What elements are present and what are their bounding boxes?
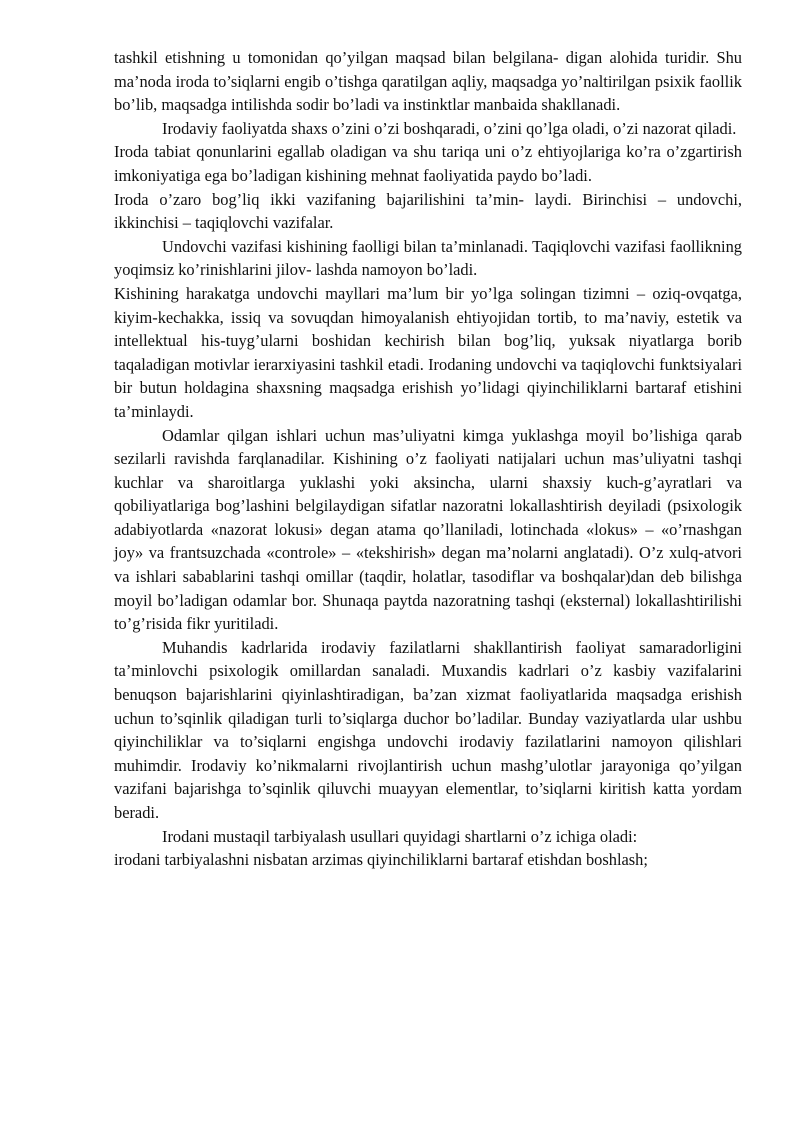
paragraph-10: irodani tarbiyalashni nisbatan arzimas qiyinchiliklarni bartaraf etishdan boshlash; xyxy=(114,850,648,870)
paragraph-1: tashkil etishning u tomonidan qo’yilgan maqsad bilan belgilana- digan alohida turidir. Shu ma’noda iroda to’siqlarni engib o’tishga qaratilgan aqliy, maqsadga yo’naltirilgan psixik faollik bo’lib, maqsadga intilishda sodir bo’ladi va instinktlar manbaida shakllanadi. xyxy=(114,48,742,115)
paragraph-2: Irodaviy faoliyatda shaxs o’zini o’zi boshqaradi, o’zini qo’lga oladi, o’zi nazorat qiladi. xyxy=(162,118,737,138)
paragraph-5: Undovchi vazifasi kishining faolligi bilan ta’minlanadi. Taqiqlovchi vazifasi faollikning yoqimsiz ko’rinishlarini jilov- lashda namoyon bo’ladi. xyxy=(114,236,742,280)
paragraph-8: Muhandis kadrlarida irodaviy fazilatlarni shakllantirish faoliyat samaradorligini ta’minlovchi psixologik omillardan sanaladi. Muxandis kadrlari o’z kasbiy vazifalarini benuqson bajarishlarini qiyinlashtiradigan, ba’zan xizmat faoliyatlarida maqsadga erishish uchun to’sqinlik qiladigan turli to’siqlarga duchor bo’ladilar. Bunday vaziyatlarda ular ushbu qiyinchiliklar va to’siqlarni engishga undovchi irodaviy fazilatlarini namoyon qilishlari muhimdir. Irodaviy ko’nikmalarni rivojlantirish uchun mashg’ulotlar jarayoniga qo’yilgan vazifani bajarishga to’sqinlik qiluvchi muayyan elementlar, to’siqlarni kiritish katta yordam beradi. xyxy=(114,637,742,822)
document-page xyxy=(114,46,742,872)
paragraph-9: Irodani mustaqil tarbiyalash usullari quyidagi shartlarni o’z ichiga oladi: xyxy=(162,826,638,846)
paragraph-7: Odamlar qilgan ishlari uchun mas’uliyatni kimga yuklashga moyil bo’lishiga qarab sezilarli ravishda farqlanadilar. Kishining o’z faoliyati natijalari uchun mas’uliyatni tashqi kuchlar va sharoitlarga yuklashi yoki aksincha, ularni shaxsiy kuch-g’ayratlari va qobiliyatlariga bog’lashini belgilaydigan sifatlar nazoratni lokallashtirish deyiladi (psixologik adabiyotlarda «nazorat lokusi» degan atama qo’llaniladi, lotinchada «lokus» – «o’rnashgan joy» va frantsuzchada «controle» – «tekshirish» degan ma’nolarni anglatadi). O’z xulq-atvori va ishlari sabablarini tashqi omillar (taqdir, holatlar, tasodiflar va boshqalar)dan deb bilishga moyil bo’ladigan odamlar bor. Shunaqa paytda nazoratning tashqi (eksternal) lokallashtirilishi to’g’risida fikr yuritiladi. xyxy=(114,425,742,634)
paragraph-4: Iroda o’zaro bog’liq ikki vazifaning bajarilishini ta’min- laydi. Birinchisi – undovchi, ikkinchisi – taqiqlovchi vazifalar. xyxy=(114,189,742,233)
paragraph-3: Iroda tabiat qonunlarini egallab oladigan va shu tariqa uni o’z ehtiyojlariga ko’ra o’zgartirish imkoniyatiga ega bo’ladigan kishining mehnat faoliyatida paydo bo’ladi. xyxy=(114,142,742,185)
paragraph-6: Kishining harakatga undovchi mayllari ma’lum bir yo’lga solingan tizimni – oziq-ovqatga, kiyim-kechakka, issiq va sovuqdan himoyalanish ehtiyojidan tortib, to ma’naviy, estetik va intellektual his-tuyg’ularni boshidan kechirish bilan bog’liq, yuksak niyatlarga borib taqaladigan motivlar ierarxiyasini tashkil etadi. Irodaning undovchi va taqiqlovchi funktsiyalari bir butun holdagina shaxsning maqsadga erishish yo’lidagi qiyinchiliklarni bartaraf etishini ta’minlaydi. xyxy=(114,283,742,421)
